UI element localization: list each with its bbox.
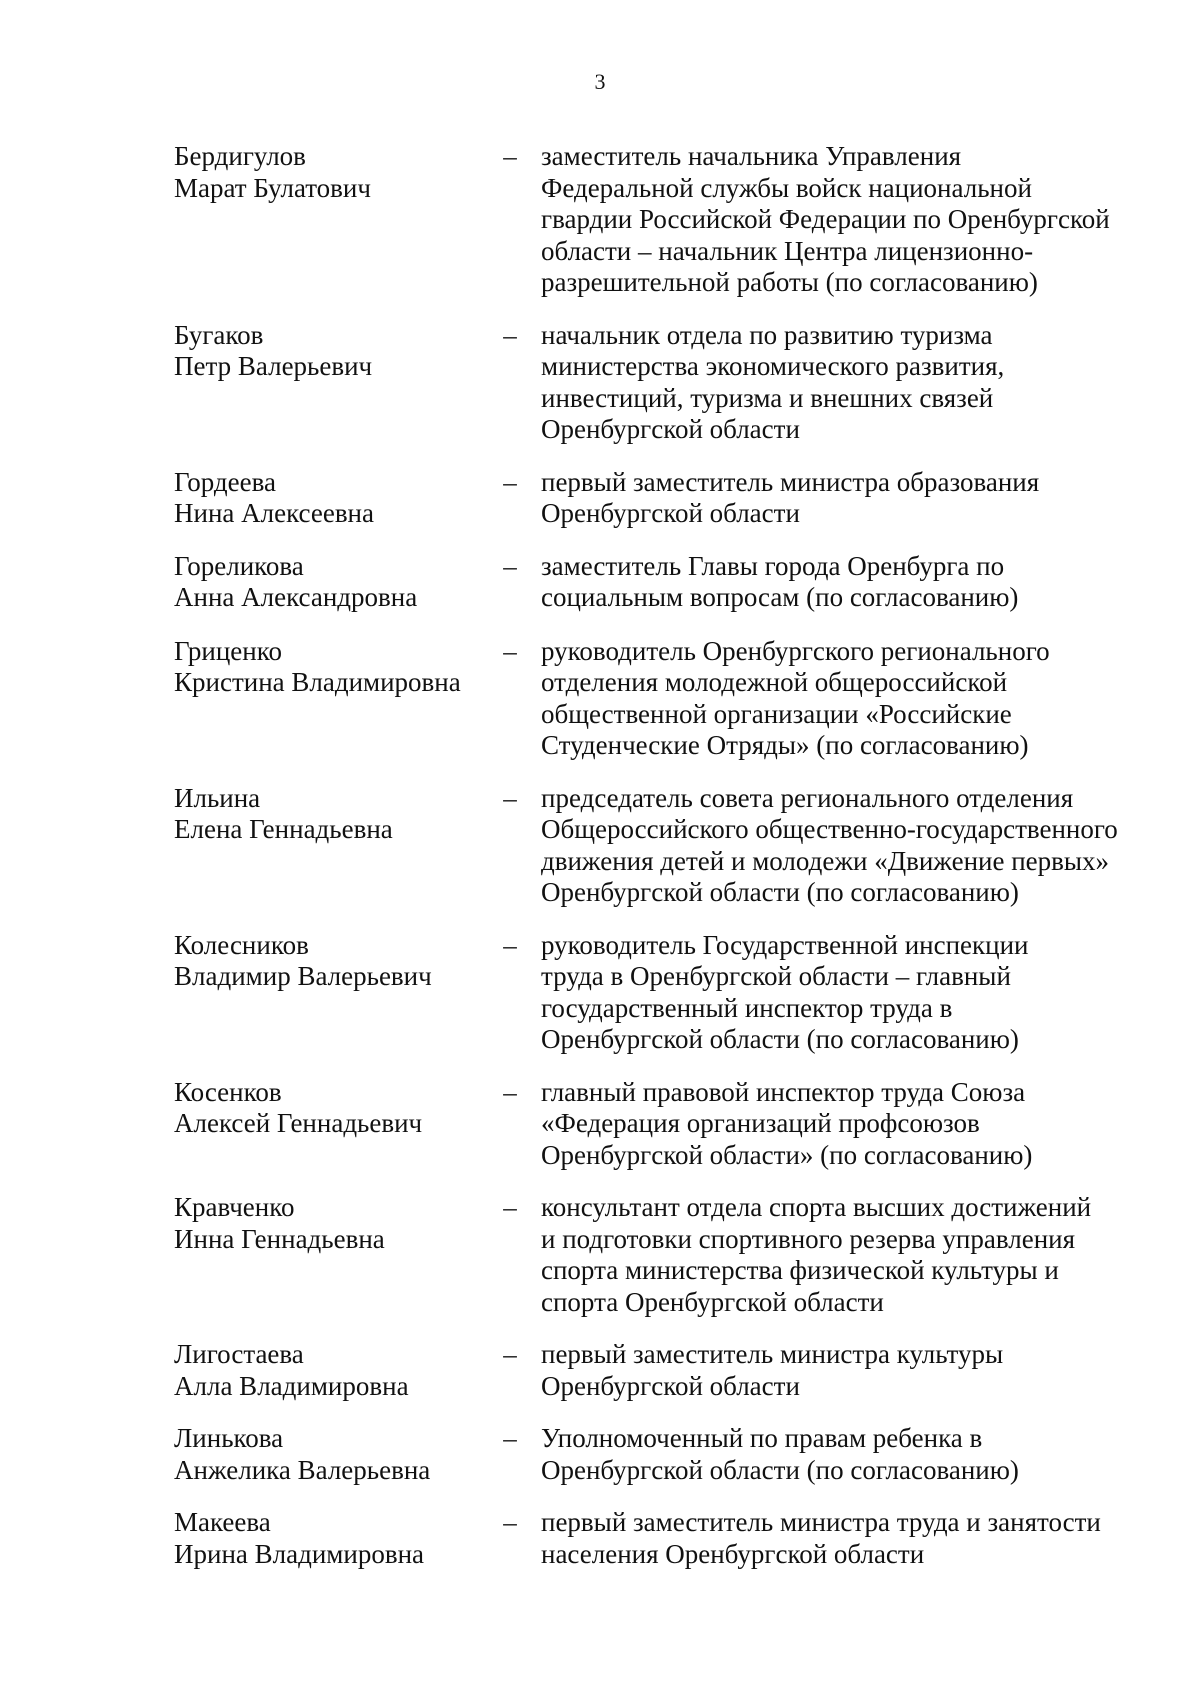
- member-name: [174, 930, 494, 993]
- dash: –: [503, 1192, 517, 1222]
- member-given-names: Кристина Владимировна: [174, 667, 461, 697]
- dash: –: [503, 1076, 517, 1107]
- member-entry: [0, 1192, 1200, 1318]
- member-entry: [0, 930, 1200, 1056]
- member-surname: Линькова: [174, 1423, 284, 1453]
- member-entry: [0, 1423, 1200, 1486]
- member-given-names: Нина Алексеевна: [174, 498, 374, 528]
- member-surname: Лигостаева: [174, 1339, 304, 1369]
- dash: –: [503, 319, 517, 350]
- dash: –: [503, 1423, 517, 1453]
- member-given-names: Петр Валерьевич: [174, 351, 373, 381]
- member-surname: Бугаков: [174, 319, 264, 350]
- member-name: [174, 636, 494, 699]
- member-entry: [0, 320, 1200, 446]
- dash: –: [503, 782, 517, 813]
- member-role: первый заместитель министра культуры Оренбургской области: [541, 1339, 1004, 1401]
- member-name: [174, 1339, 494, 1402]
- member-entry: [0, 551, 1200, 614]
- member-name: [174, 1423, 494, 1486]
- member-entry: [0, 783, 1200, 909]
- member-name: [174, 1077, 494, 1140]
- member-surname: Макеева: [174, 1507, 271, 1537]
- member-role: председатель совета регионального отделения Общероссийского общественно-государственного движения детей и молодежи «Движение первых» Оренбургской области (по согласованию): [541, 782, 1118, 907]
- member-name: [174, 1507, 494, 1570]
- member-surname: Косенков: [174, 1076, 282, 1107]
- member-name: [174, 783, 494, 846]
- member-list: [0, 141, 1200, 1570]
- member-entry: [0, 1507, 1200, 1570]
- member-role: руководитель Оренбургского регионального отделения молодежной общероссийской общественной организации «Российские Студенческие Отряды» (по согласованию): [541, 635, 1050, 760]
- member-given-names: Инна Геннадьевна: [174, 1223, 385, 1254]
- member-name: [174, 467, 494, 530]
- member-surname: Гордеева: [174, 466, 276, 497]
- member-surname: Кравченко: [174, 1192, 295, 1222]
- member-entry: [0, 141, 1200, 299]
- member-role: первый заместитель министра образования Оренбургской области: [541, 466, 1040, 528]
- member-role: заместитель начальника Управления Федеральной службы войск национальной гвардии Российской Федерации по Оренбургской области – начальник Центра лицензионно- разрешительной работы (по согласованию): [541, 141, 1110, 297]
- member-surname: Гореликова: [174, 550, 304, 581]
- member-role: заместитель Главы города Оренбурга по социальным вопросам (по согласованию): [541, 550, 1019, 612]
- member-given-names: Анна Александровна: [174, 582, 418, 612]
- member-name: [174, 1192, 494, 1255]
- dash: –: [503, 635, 517, 666]
- member-given-names: Алексей Геннадьевич: [174, 1108, 423, 1138]
- member-given-names: Елена Геннадьевна: [174, 814, 393, 844]
- member-entry: [0, 636, 1200, 762]
- dash: –: [503, 1339, 517, 1369]
- member-role: руководитель Государственной инспекции труда в Оренбургской области – главный государственный инспектор труда в Оренбургской области (по согласованию): [541, 929, 1029, 1054]
- dash: –: [503, 466, 517, 497]
- member-surname: Бердигулов: [174, 141, 306, 171]
- member-role: первый заместитель министра труда и занятости населения Оренбургской области: [541, 1507, 1101, 1569]
- page-number: 3: [594, 69, 606, 94]
- member-entry: [0, 1339, 1200, 1402]
- member-given-names: Анжелика Валерьевна: [174, 1454, 431, 1485]
- member-name: [174, 320, 494, 383]
- member-given-names: Владимир Валерьевич: [174, 961, 432, 991]
- member-given-names: Марат Булатович: [174, 172, 371, 203]
- member-entry: [0, 467, 1200, 530]
- member-role: консультант отдела спорта высших достижений и подготовки спортивного резерва управления спорта министерства физической культуры и спорта Оренбургской области: [541, 1192, 1092, 1317]
- member-name: [174, 141, 494, 204]
- member-surname: Колесников: [174, 929, 309, 960]
- member-given-names: Алла Владимировна: [174, 1370, 409, 1401]
- member-surname: Ильина: [174, 782, 261, 813]
- dash: –: [503, 141, 517, 171]
- member-role: Уполномоченный по правам ребенка в Оренбургской области (по согласованию): [541, 1423, 1019, 1485]
- member-entry: [0, 1077, 1200, 1172]
- member-role: начальник отдела по развитию туризма министерства экономического развития, инвестиций, туризма и внешних связей Оренбургской области: [541, 319, 1005, 444]
- member-given-names: Ирина Владимировна: [174, 1538, 425, 1569]
- dash: –: [503, 1507, 517, 1537]
- member-name: [174, 551, 494, 614]
- member-role: главный правовой инспектор труда Союза «Федерация организаций профсоюзов Оренбургской области» (по согласованию): [541, 1076, 1033, 1170]
- dash: –: [503, 929, 517, 960]
- dash: –: [503, 550, 517, 581]
- member-surname: Гриценко: [174, 635, 282, 666]
